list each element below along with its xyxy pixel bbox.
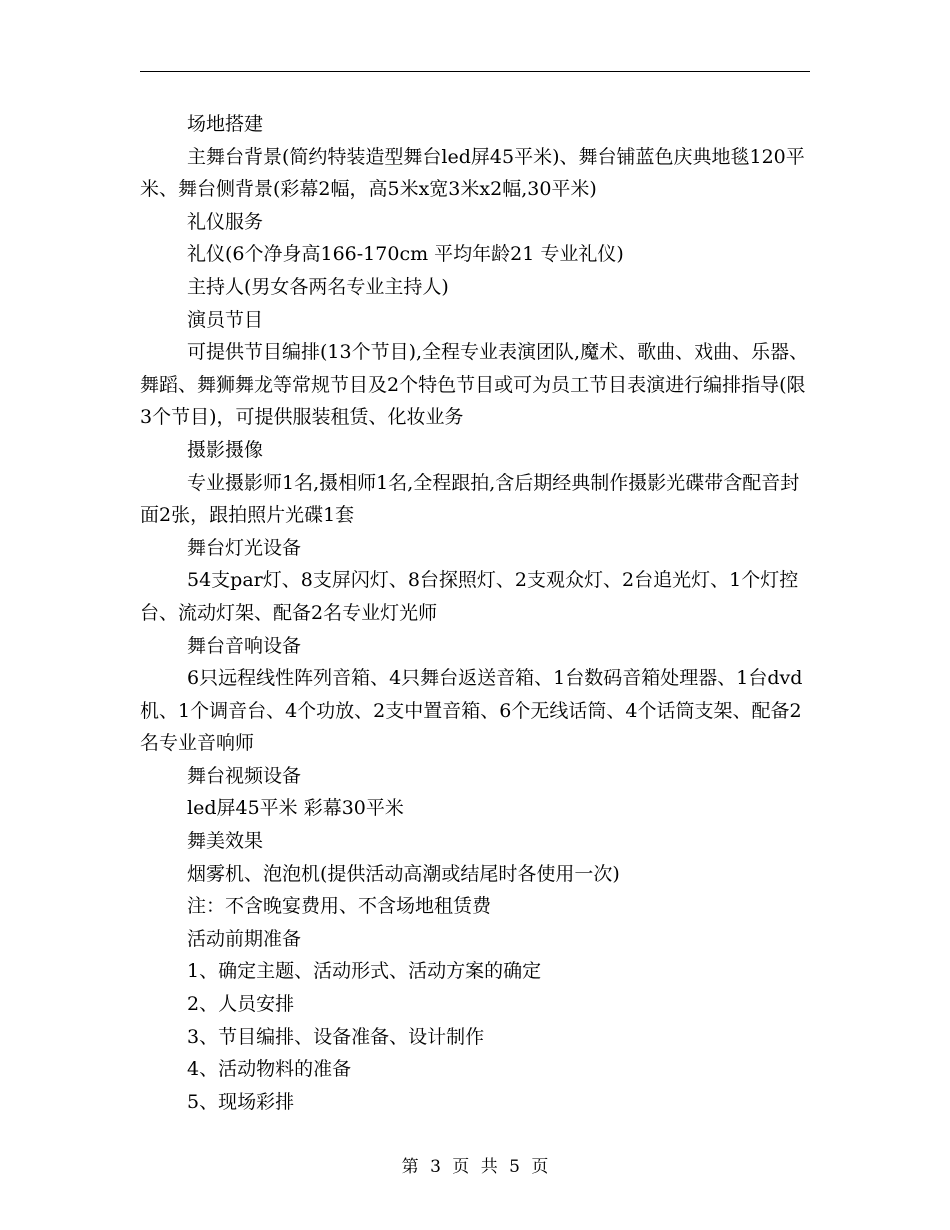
paragraph: 舞台灯光设备 [187, 536, 302, 559]
paragraph: 可提供节目编排(13个节目),全程专业表演团队,魔术、歌曲、戏曲、乐器、舞蹈、舞狮舞龙等常规节目及2个特色节目或可为员工节目表演进行编排指导(限3个节目)，可提供服装租赁、化妆业务 [140, 341, 809, 429]
document-body [140, 108, 815, 1118]
header-rule [140, 71, 810, 72]
paragraph: 1、确定主题、活动形式、活动方案的确定 [187, 960, 542, 983]
paragraph: 舞台音响设备 [187, 634, 302, 657]
paragraph: 5、现场彩排 [187, 1090, 295, 1113]
paragraph: 3、节目编排、设备准备、设计制作 [187, 1025, 485, 1048]
paragraph: 场地搭建 [187, 113, 264, 135]
paragraph: 主持人(男女各两名专业主持人) [187, 275, 449, 298]
paragraph: 2、人员安排 [187, 993, 295, 1016]
paragraph: 4、活动物料的准备 [187, 1058, 352, 1081]
paragraph: 摄影摄像 [187, 438, 264, 461]
paragraph: 活动前期准备 [187, 927, 302, 950]
paragraph: 6只远程线性阵列音箱、4只舞台返送音箱、1台数码音箱处理器、1台dvd机、1个调音台、4个功放、2支中置音箱、6个无线话筒、4个话筒支架、配备2名专业音响师 [140, 667, 803, 755]
paragraph: 专业摄影师1名,摄相师1名,全程跟拍,含后期经典制作摄影光碟带含配音封面2张，跟拍照片光碟1套 [140, 471, 800, 527]
page-number: 第 3 页 共 5 页 [401, 1157, 549, 1177]
paragraph: 礼仪(6个净身高166-170cm 平均年龄21 专业礼仪) [187, 243, 624, 266]
paragraph: 主舞台背景(简约特装造型舞台led屏45平米)、舞台铺蓝色庆典地毯120平米、舞台侧背景(彩幕2幅，高5米x宽3米x2幅,30平米) [140, 145, 805, 201]
paragraph: 礼仪服务 [187, 210, 264, 233]
paragraph: 演员节目 [187, 308, 264, 331]
paragraph: 54支par灯、8支屏闪灯、8台探照灯、2支观众灯、2台追光灯、1个灯控台、流动灯架、配备2名专业灯光师 [140, 569, 799, 624]
paragraph: 注：不含晚宴费用、不含场地租赁费 [187, 895, 492, 918]
paragraph: 舞美效果 [187, 830, 264, 853]
paragraph: 烟雾机、泡泡机(提供活动高潮或结尾时各使用一次) [187, 862, 620, 885]
paragraph: 舞台视频设备 [187, 764, 302, 787]
paragraph: led屏45平米 彩幕30平米 [187, 797, 404, 820]
